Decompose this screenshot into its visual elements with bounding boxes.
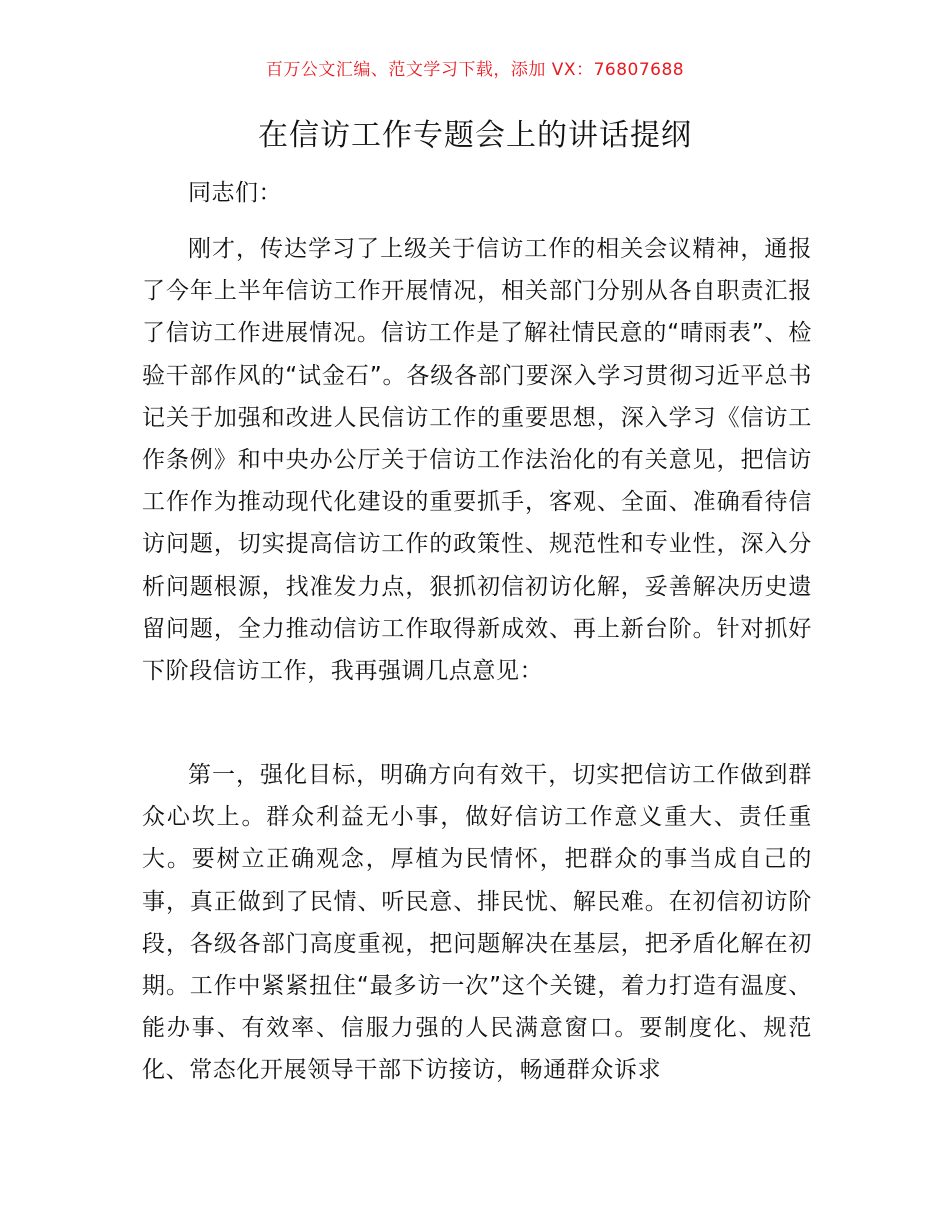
body-paragraph-2: 第一，强化目标，明确方向有效干，切实把信访工作做到群众心坎上。群众利益无小事，做好信访工作意义重大、责任重大。要树立正确观念，厚植为民情怀，把群众的事当成自己的事，真正做到了民情、听民意、排民忧、解民难。在初信初访阶段，各级各部门高度重视，把问题解决在基层，把矛盾化解在初期。工作中紧紧扭住“最多访一次”这个关键，着力打造有温度、能办事、有效率、信服力强的人民满意窗口。要制度化、规范化、常态化开展领导干部下访接访，畅通群众诉求 (142, 762, 812, 1084)
document-title: 在信访工作专题会上的讲话提纲 (258, 118, 692, 153)
download-notice-header: 百万公文汇编、范文学习下载，添加 VX：76807688 (265, 60, 685, 80)
body-paragraph-1: 刚才，传达学习了上级关于信访工作的相关会议精神，通报了今年上半年信访工作开展情况，相关部门分别从各自职责汇报了信访工作进展情况。信访工作是了解社情民意的“晴雨表”、检验干部作风的“试金石”。各级各部门要深入学习贯彻习近平总书记关于加强和改进人民信访工作的重要思想，深入学习《信访工作条例》和中央办公厅关于信访工作法治化的有关意见，把信访工作作为推动现代化建设的重要抓手，客观、全面、准确看待信访问题，切实提高信访工作的政策性、规范性和专业性，深入分析问题根源，找准发力点，狠抓初信初访化解，妥善解决历史遗留问题，全力推动信访工作取得新成效、再上新台阶。针对抓好下阶段信访工作，我再强调几点意见： (142, 236, 812, 685)
salutation: 同志们： (188, 180, 282, 206)
